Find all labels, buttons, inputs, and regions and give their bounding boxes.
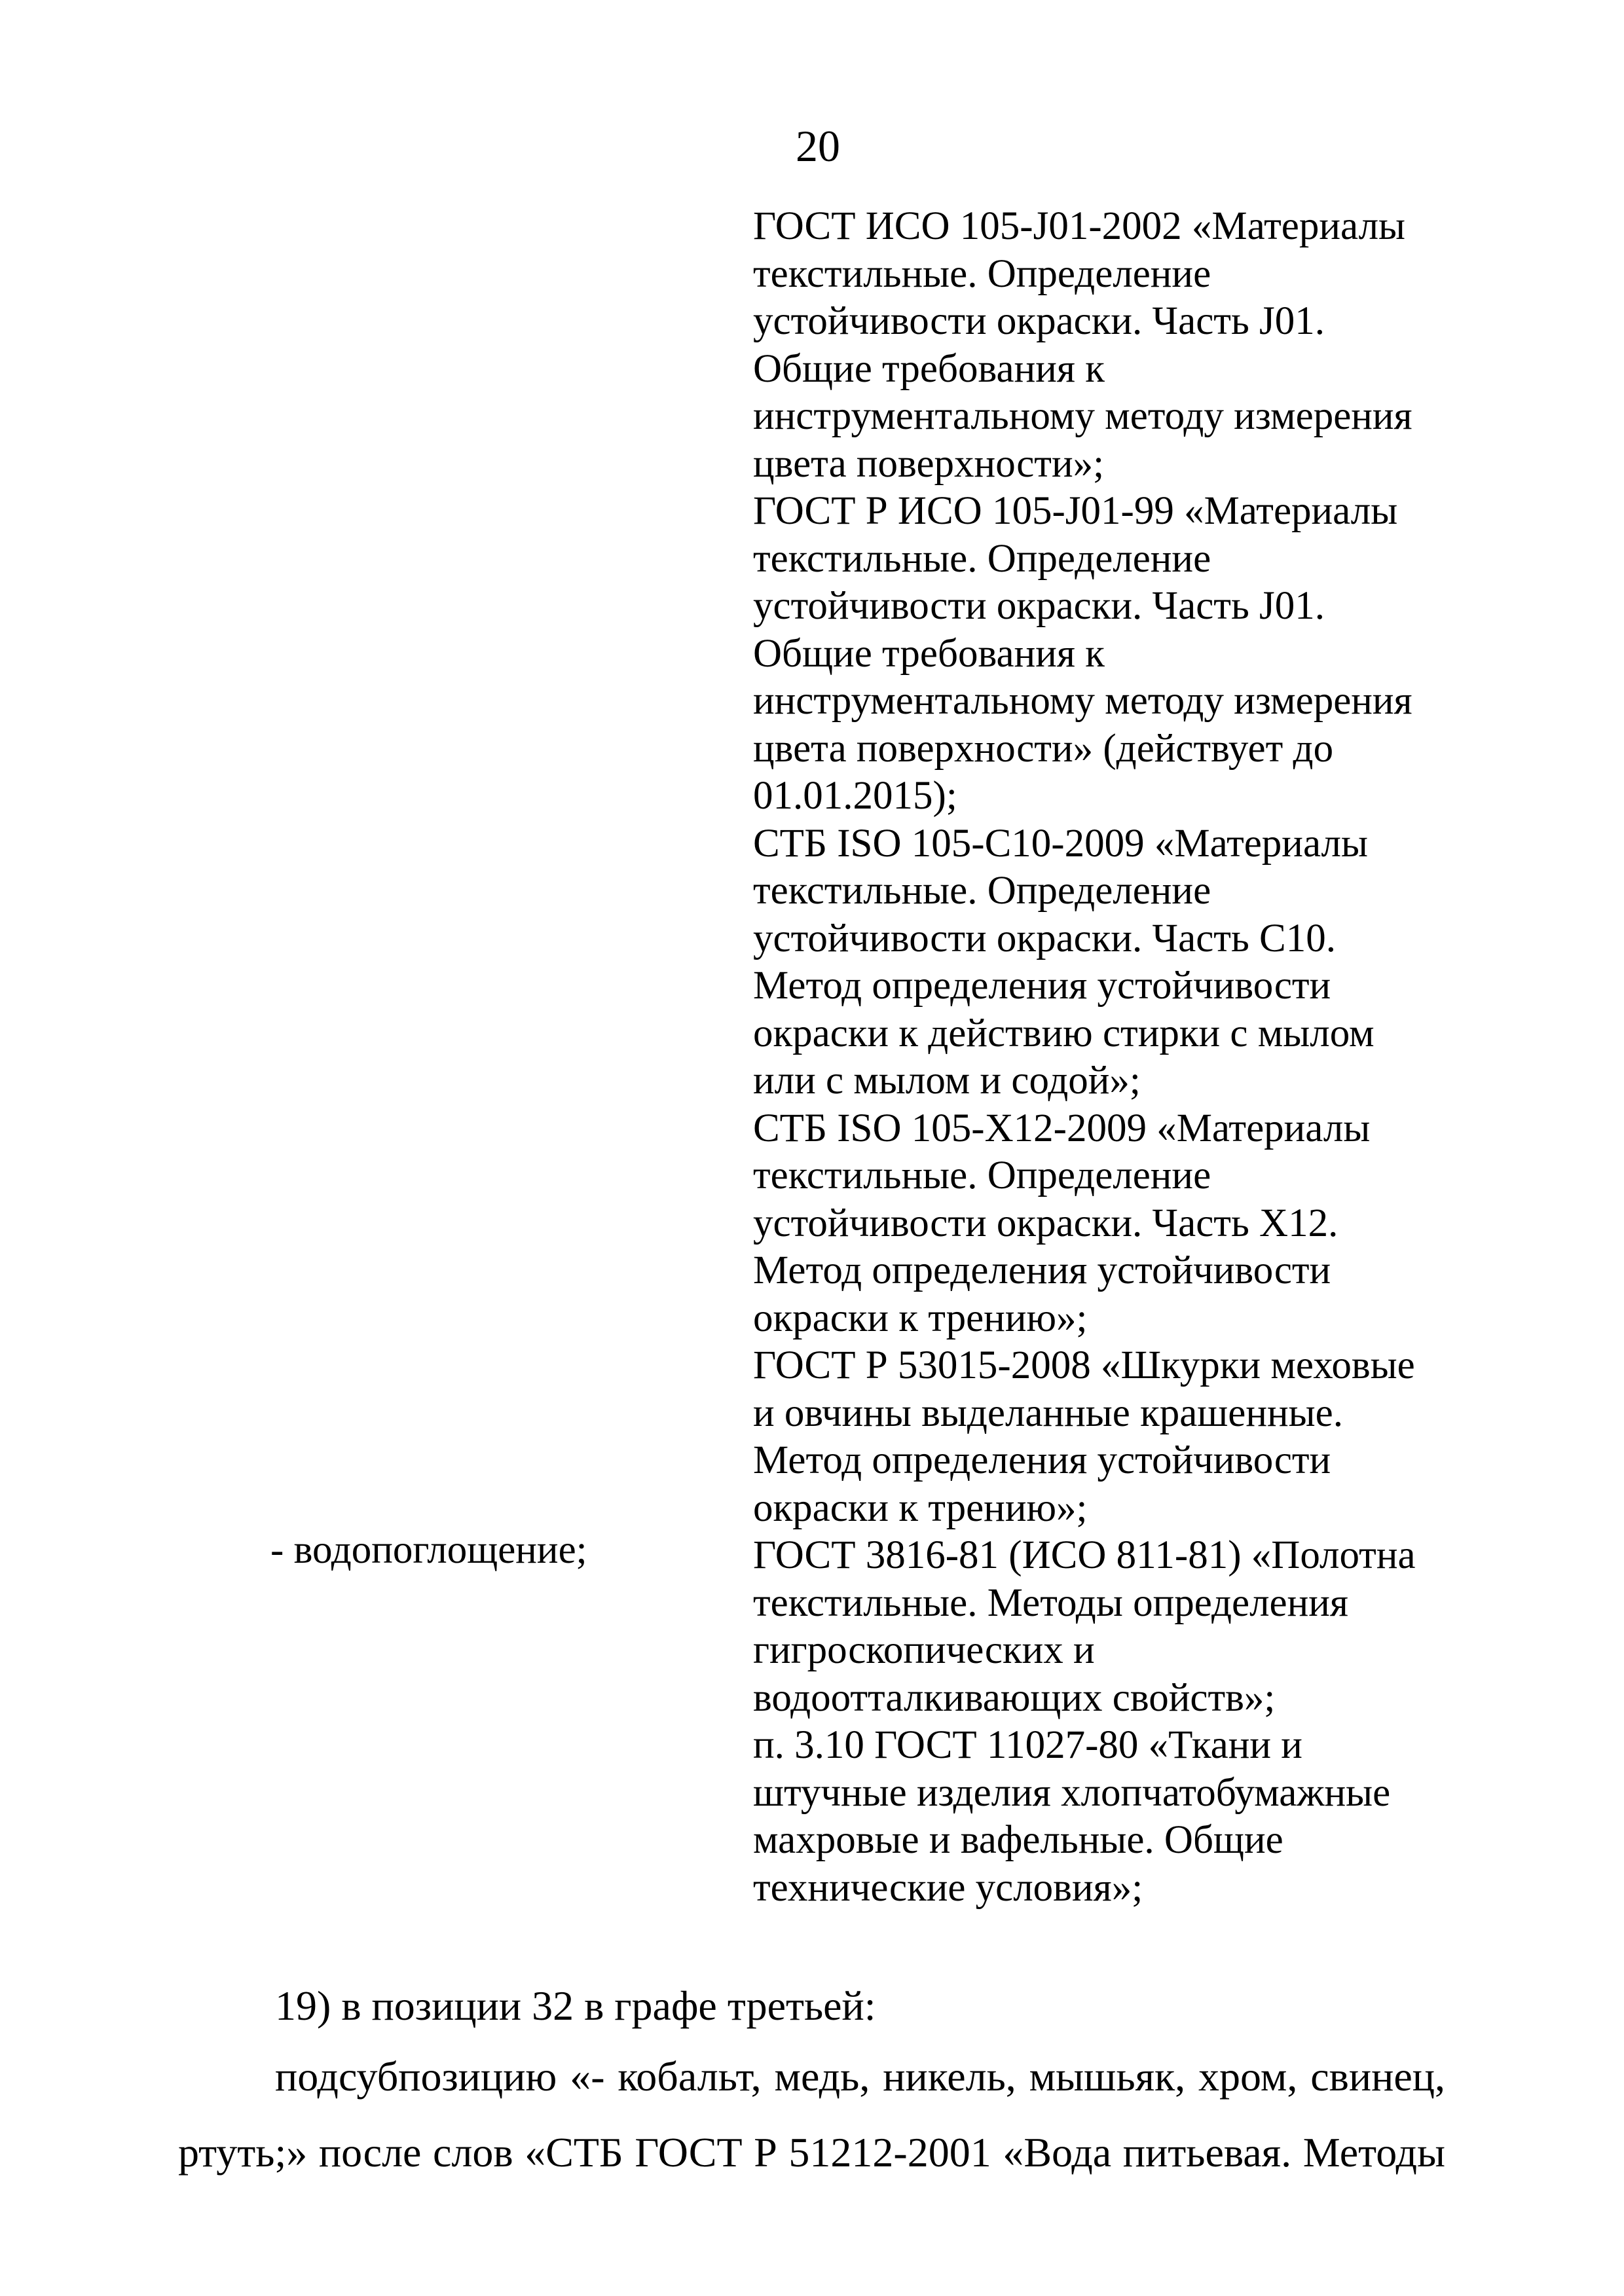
table-line: Метод определения устойчивости: [753, 1438, 1331, 1482]
table-line: махровые и вафельные. Общие: [753, 1818, 1283, 1862]
table-left-label: - водопоглощение;: [270, 1528, 587, 1572]
table-line: окраски к трению»;: [753, 1296, 1088, 1340]
table-line: текстильные. Определение: [753, 251, 1211, 296]
table-line: устойчивости окраски. Часть C10.: [753, 916, 1336, 960]
table-line: цвета поверхности» (действует до: [753, 726, 1334, 771]
paragraph-subposition-line-2: ртуть;» после слов «СТБ ГОСТ Р 51212-2001 «Вода питьевая. Методы: [178, 2129, 1445, 2176]
page-number: 20: [796, 121, 840, 171]
table-line: Общие требования к: [753, 631, 1105, 676]
table-line: 01.01.2015);: [753, 774, 957, 818]
table-right-column: [753, 203, 1486, 1912]
table-line: и овчины выделанные крашенные.: [753, 1391, 1343, 1435]
table-line: инструментальному методу измерения: [753, 679, 1412, 723]
table-line: Общие требования к: [753, 346, 1105, 391]
table-line: Метод определения устойчивости: [753, 1248, 1331, 1292]
table-line: Метод определения устойчивости: [753, 964, 1331, 1008]
table-line: штучные изделия хлопчатобумажные: [753, 1770, 1391, 1815]
table-line: устойчивости окраски. Часть J01.: [753, 584, 1325, 628]
table-line: технические условия»;: [753, 1865, 1143, 1910]
table-line: ГОСТ ИСО 105-J01-2002 «Материалы: [753, 204, 1406, 248]
table-line: СТБ ISO 105-C10-2009 «Материалы: [753, 821, 1368, 866]
table-line: окраски к трению»;: [753, 1485, 1088, 1530]
table-line: текстильные. Определение: [753, 1154, 1211, 1197]
paragraph-item-19: 19) в позиции 32 в графе третьей:: [275, 1982, 876, 2029]
table-line: инструментальному методу измерения: [753, 394, 1412, 438]
table-line: текстильные. Определение: [753, 536, 1211, 581]
table-line: ГОСТ 3816-81 (ИСО 811-81) «Полотна: [753, 1533, 1416, 1577]
table-line: СТБ ISO 105-X12-2009 «Материалы: [753, 1106, 1371, 1150]
paragraph-subposition-line-1: подсубпозицию «- кобальт, медь, никель, мышьяк, хром, свинец,: [275, 2053, 1445, 2100]
table-line: окраски к действию стирки с мылом: [753, 1011, 1375, 1055]
table-line: текстильные. Методы определения: [753, 1580, 1348, 1625]
table-line: водоотталкивающих свойств»;: [753, 1675, 1276, 1720]
table-line: п. 3.10 ГОСТ 11027-80 «Ткани и: [753, 1723, 1302, 1767]
table-line: или с мылом и содой»;: [753, 1059, 1141, 1102]
table-line: текстильные. Определение: [753, 869, 1211, 913]
table-line: устойчивости окраски. Часть X12.: [753, 1201, 1338, 1245]
table-line: гигроскопических и: [753, 1628, 1095, 1672]
table-line: цвета поверхности»;: [753, 441, 1105, 486]
table-line: устойчивости окраски. Часть J01.: [753, 299, 1325, 343]
table-line: ГОСТ Р 53015-2008 «Шкурки меховые: [753, 1343, 1415, 1387]
table-line: ГОСТ Р ИСО 105-J01-99 «Материалы: [753, 489, 1398, 533]
